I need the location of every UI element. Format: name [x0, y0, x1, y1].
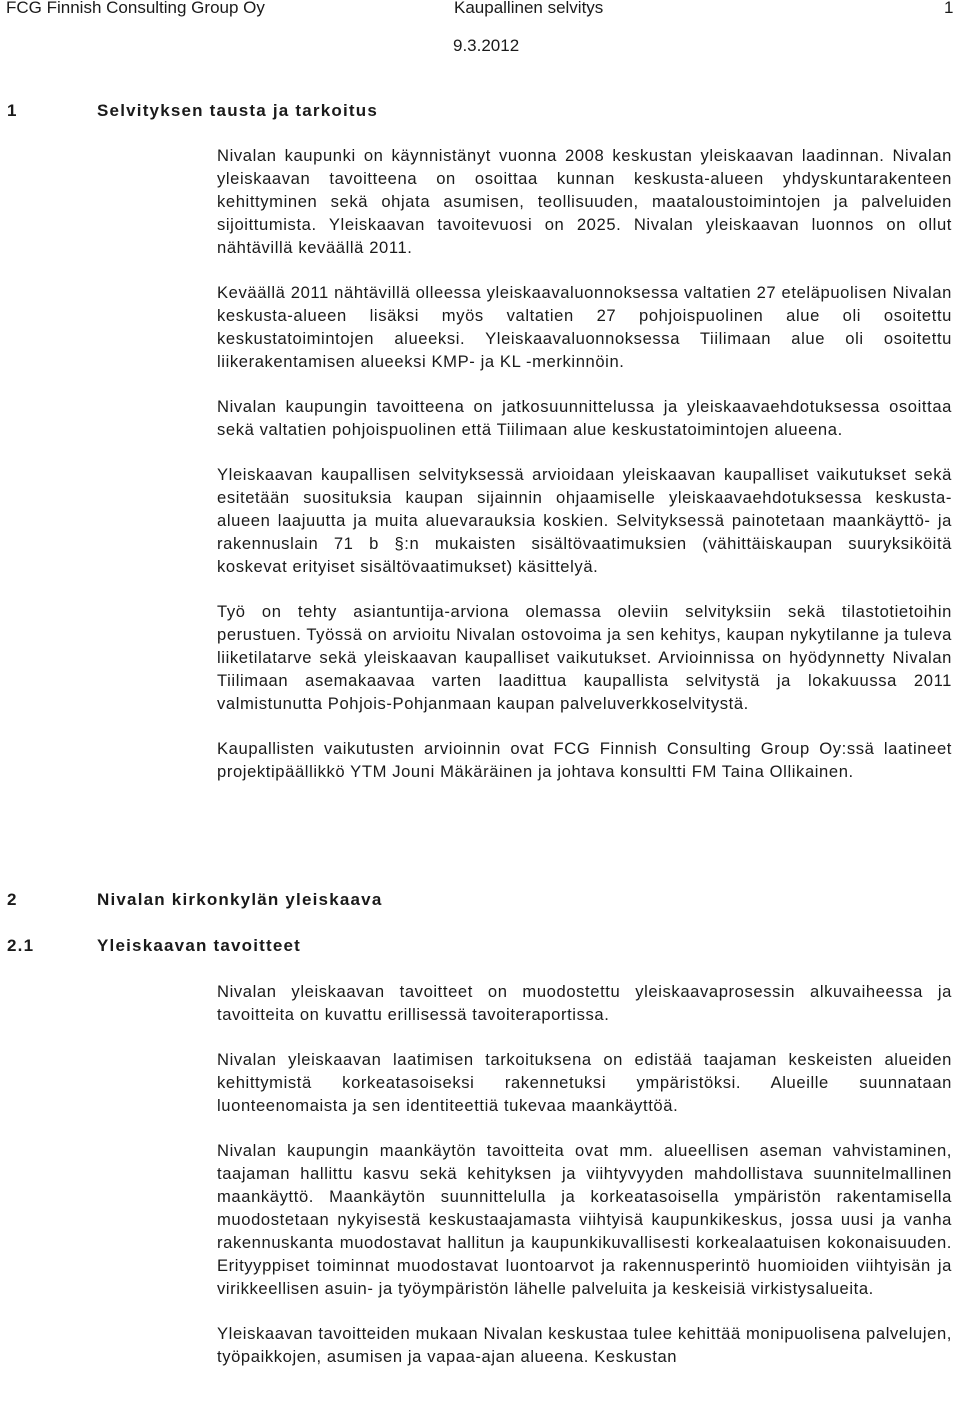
section-number: 1 [7, 101, 18, 120]
header-company: FCG Finnish Consulting Group Oy [6, 0, 265, 17]
section-title: Selvityksen tausta ja tarkoitus [97, 101, 378, 120]
section-1-body [217, 144, 952, 805]
paragraph: Yleiskaavan kaupallisen selvityksessä arvioidaan yleiskaavan kaupalliset vaikutukset sekä esitetään suosituksia kaupan sijainnin ohjaamiselle yleiskaavaehdotuksessa keskusta-alueen laajuutta ja muita aluevarauksia koskien. Selvityksessä painotetaan maankäyttö- ja rakennuslain 71 b §:n mukaisten sisältövaatimuksien (vähittäiskaupan suuryksiköitä koskevat erityiset sisältövaatimukset) käsittelyä. [217, 465, 952, 576]
header-doc-type: Kaupallinen selvitys [454, 0, 604, 17]
paragraph: Nivalan kaupungin tavoitteena on jatkosuunnittelussa ja yleiskaavaehdotuksessa osoittaa sekä valtatien pohjoispuolinen että Tiilimaan alue keskustatoimintojen alueena. [217, 397, 952, 439]
paragraph: Kaupallisten vaikutusten arvioinnin ovat FCG Finnish Consulting Group Oy:ssä laatineet projektipäällikkö YTM Jouni Mäkäräinen ja johtava konsultti FM Taina Ollikainen. [217, 739, 952, 781]
paragraph: Nivalan kaupunki on käynnistänyt vuonna 2008 keskustan yleiskaavan laadinnan. Nivalan yleiskaavan tavoitteena on osoittaa kunnan keskusta-alueen yhdyskuntarakenteen kehittyminen sekä ohjata asumisen, teollisuuden, maataloustoimintojen ja palveluiden sijoittumista. Yleiskaavan tavoitevuosi on 2025. Nivalan yleiskaavan luonnos on ollut nähtävillä keväällä 2011. [217, 146, 952, 257]
section-heading-1 [7, 101, 378, 121]
section-2-1-body [217, 980, 952, 1390]
header-page-number: 1 [944, 0, 954, 17]
section-number: 2 [7, 890, 18, 909]
section-heading-2-1 [7, 936, 301, 956]
section-number: 2.1 [7, 936, 35, 955]
page-header [0, 0, 960, 55]
paragraph: Työ on tehty asiantuntija-arviona olemassa oleviin selvityksiin sekä tilastotietoihin perustuen. Työssä on arvioitu Nivalan ostovoima ja sen kehitys, kaupan nykytilanne ja tuleva liiketilatarve sekä yleiskaavan kaupalliset vaikutukset. Arvioinnissa on hyödynnetty Nivalan Tiilimaan asemakaavaa varten laadittua kaupallista selvitystä ja lokakuussa 2011 valmistunutta Pohjois-Pohjanmaan kaupan palveluverkkoselvitystä. [217, 602, 952, 713]
paragraph: Yleiskaavan tavoitteiden mukaan Nivalan keskustaa tulee kehittää monipuolisena palvelujen, työpaikkojen, asumisen ja vapaa-ajan alueena. Keskustan [217, 1324, 952, 1366]
paragraph: Nivalan yleiskaavan laatimisen tarkoituksena on edistää taajaman keskeisten alueiden kehittymistä korkeatasoiseksi rakennetuksi ympäristöksi. Alueille suunnataan luonteenomaista ja sen identiteettiä tukevaa maankäyttöä. [217, 1050, 952, 1115]
paragraph: Nivalan kaupungin maankäytön tavoitteita ovat mm. alueellisen aseman vahvistaminen, taajaman hallittu kasvu sekä kehityksen ja viihtyvyyden mahdollistava suunnitelmallinen maankäyttö. Maankäytön suunnittelulla ja korkeatasoisella ympäristön rakentamisella muodostetaan nykyisestä keskustaajamasta viihtyisä kaupunkikeskus, jossa uusi ja vanha rakennuskanta muodostavat hallitun ja kaupunkikuvallisesti korkealaatuisen kokonaisuuden. Erityyppiset toiminnat muodostavat luontoarvot ja rakennusperintö huomioiden viihtyisän ja virikkeellisen asuin- ja työympäristön lähelle palveluita ja keskeisiä virkistysalueita. [217, 1141, 952, 1298]
section-title: Nivalan kirkonkylän yleiskaava [97, 890, 383, 909]
paragraph: Keväällä 2011 nähtävillä olleessa yleiskaavaluonnoksessa valtatien 27 eteläpuolisen Nivalan keskusta-alueen lisäksi myös valtatien 27 pohjoispuolinen alue oli osoitettu keskustatoimintojen alueeksi. Yleiskaavaluonnoksessa Tiilimaan alue oli osoitettu liikerakentamisen alueeksi KMP- ja KL -merkinnöin. [217, 283, 952, 371]
section-heading-2 [7, 890, 383, 910]
section-title: Yleiskaavan tavoitteet [97, 936, 302, 955]
paragraph: Nivalan yleiskaavan tavoitteet on muodostettu yleiskaavaprosessin alkuvaiheessa ja tavoitteita on kuvattu erillisessä tavoiteraportissa. [217, 982, 952, 1024]
header-date: 9.3.2012 [453, 36, 520, 55]
